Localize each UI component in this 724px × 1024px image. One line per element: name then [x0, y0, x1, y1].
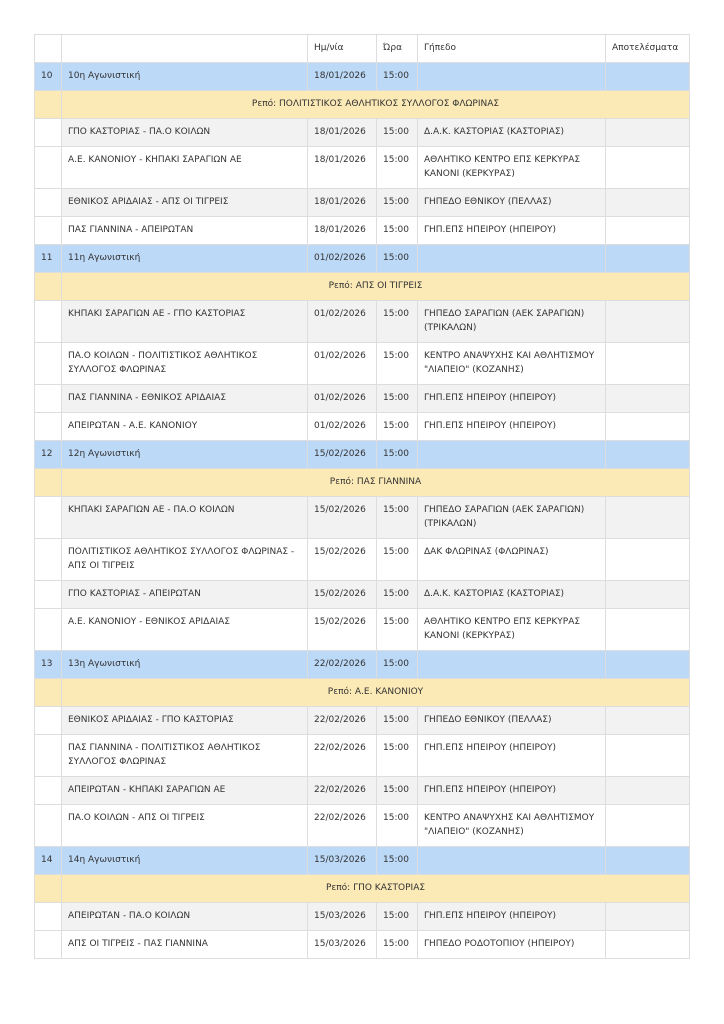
rest-row	[35, 469, 690, 497]
round-result	[606, 441, 690, 469]
rest-spacer	[35, 91, 62, 119]
match-result	[606, 805, 690, 847]
table-row	[35, 147, 690, 189]
match-teams: Α.Ε. ΚΑΝΟΝΙΟΥ - ΕΘΝΙΚΟΣ ΑΡΙΔΑΙΑΣ	[62, 609, 308, 651]
match-number	[35, 735, 62, 777]
match-date: 01/02/2026	[308, 413, 377, 441]
match-time: 15:00	[377, 707, 418, 735]
match-date: 18/01/2026	[308, 217, 377, 245]
match-number	[35, 777, 62, 805]
match-date: 22/02/2026	[308, 735, 377, 777]
match-date: 15/03/2026	[308, 903, 377, 931]
match-result	[606, 903, 690, 931]
match-result	[606, 343, 690, 385]
match-date: 22/02/2026	[308, 707, 377, 735]
match-teams: ΕΘΝΙΚΟΣ ΑΡΙΔΑΙΑΣ - ΓΠΟ ΚΑΣΤΟΡΙΑΣ	[62, 707, 308, 735]
match-venue: Δ.Α.Κ. ΚΑΣΤΟΡΙΑΣ (ΚΑΣΤΟΡΙΑΣ)	[418, 119, 606, 147]
round-time: 15:00	[377, 245, 418, 273]
match-number	[35, 805, 62, 847]
header-number	[35, 35, 62, 63]
match-time: 15:00	[377, 903, 418, 931]
round-date: 01/02/2026	[308, 245, 377, 273]
match-venue: ΓΗΠ.ΕΠΣ ΗΠΕΙΡΟΥ (ΗΠΕΙΡΟΥ)	[418, 903, 606, 931]
rest-spacer	[35, 273, 62, 301]
round-row	[35, 63, 690, 91]
match-time: 15:00	[377, 413, 418, 441]
round-date: 15/03/2026	[308, 847, 377, 875]
match-date: 18/01/2026	[308, 147, 377, 189]
table-row	[35, 413, 690, 441]
round-row	[35, 847, 690, 875]
match-number	[35, 581, 62, 609]
rest-label: Ρεπό: Α.Ε. ΚΑΝΟΝΙΟΥ	[62, 679, 690, 707]
table-row	[35, 735, 690, 777]
match-number	[35, 189, 62, 217]
match-teams: ΕΘΝΙΚΟΣ ΑΡΙΔΑΙΑΣ - ΑΠΣ ΟΙ ΤΙΓΡΕΙΣ	[62, 189, 308, 217]
match-time: 15:00	[377, 301, 418, 343]
match-teams: ΑΠΣ ΟΙ ΤΙΓΡΕΙΣ - ΠΑΣ ΓΙΑΝΝΙΝΑ	[62, 931, 308, 959]
match-result	[606, 777, 690, 805]
match-venue: ΓΗΠ.ΕΠΣ ΗΠΕΙΡΟΥ (ΗΠΕΙΡΟΥ)	[418, 777, 606, 805]
table-row	[35, 609, 690, 651]
match-number	[35, 301, 62, 343]
match-number	[35, 609, 62, 651]
round-date: 18/01/2026	[308, 63, 377, 91]
match-result	[606, 301, 690, 343]
round-venue	[418, 245, 606, 273]
round-number: 12	[35, 441, 62, 469]
round-number: 13	[35, 651, 62, 679]
match-venue: ΔΑΚ ΦΛΩΡΙΝΑΣ (ΦΛΩΡΙΝΑΣ)	[418, 539, 606, 581]
match-time: 15:00	[377, 777, 418, 805]
match-teams: ΑΠΕΙΡΩΤΑΝ - ΚΗΠΑΚΙ ΣΑΡΑΓΙΩΝ ΑΕ	[62, 777, 308, 805]
match-result	[606, 147, 690, 189]
match-teams: ΠΑΣ ΓΙΑΝΝΙΝΑ - ΕΘΝΙΚΟΣ ΑΡΙΔΑΙΑΣ	[62, 385, 308, 413]
round-venue	[418, 63, 606, 91]
round-result	[606, 651, 690, 679]
rest-row	[35, 91, 690, 119]
header-date: Ημ/νία	[308, 35, 377, 63]
round-name: 12η Αγωνιστική	[62, 441, 308, 469]
table-row	[35, 805, 690, 847]
match-venue: ΓΗΠ.ΕΠΣ ΗΠΕΙΡΟΥ (ΗΠΕΙΡΟΥ)	[418, 217, 606, 245]
match-date: 18/01/2026	[308, 119, 377, 147]
match-teams: ΠΟΛΙΤΙΣΤΙΚΟΣ ΑΘΛΗΤΙΚΟΣ ΣΥΛΛΟΓΟΣ ΦΛΩΡΙΝΑΣ - ΑΠΣ ΟΙ ΤΙΓΡΕΙΣ	[62, 539, 308, 581]
rest-label: Ρεπό: ΓΠΟ ΚΑΣΤΟΡΙΑΣ	[62, 875, 690, 903]
match-time: 15:00	[377, 119, 418, 147]
match-teams: ΓΠΟ ΚΑΣΤΟΡΙΑΣ - ΑΠΕΙΡΩΤΑΝ	[62, 581, 308, 609]
rest-label: Ρεπό: ΠΟΛΙΤΙΣΤΙΚΟΣ ΑΘΛΗΤΙΚΟΣ ΣΥΛΛΟΓΟΣ ΦΛΩΡΙΝΑΣ	[62, 91, 690, 119]
match-venue: ΚΕΝΤΡΟ ΑΝΑΨΥΧΗΣ ΚΑΙ ΑΘΛΗΤΙΣΜΟΥ "ΛΙΑΠΕΙΟ" (ΚΟΖΑΝΗΣ)	[418, 805, 606, 847]
round-result	[606, 63, 690, 91]
match-venue: ΑΘΛΗΤΙΚΟ ΚΕΝΤΡΟ ΕΠΣ ΚΕΡΚΥΡΑΣ ΚΑΝΟΝΙ (ΚΕΡΚΥΡΑΣ)	[418, 147, 606, 189]
round-date: 22/02/2026	[308, 651, 377, 679]
match-time: 15:00	[377, 581, 418, 609]
match-number	[35, 903, 62, 931]
header-match	[62, 35, 308, 63]
rest-spacer	[35, 679, 62, 707]
match-venue: ΑΘΛΗΤΙΚΟ ΚΕΝΤΡΟ ΕΠΣ ΚΕΡΚΥΡΑΣ ΚΑΝΟΝΙ (ΚΕΡΚΥΡΑΣ)	[418, 609, 606, 651]
match-result	[606, 385, 690, 413]
round-date: 15/02/2026	[308, 441, 377, 469]
round-result	[606, 245, 690, 273]
header-result: Αποτελέσματα	[606, 35, 690, 63]
round-name: 14η Αγωνιστική	[62, 847, 308, 875]
round-name: 10η Αγωνιστική	[62, 63, 308, 91]
table-row	[35, 301, 690, 343]
rest-row	[35, 875, 690, 903]
match-number	[35, 707, 62, 735]
round-time: 15:00	[377, 651, 418, 679]
match-venue: ΓΗΠΕΔΟ ΕΘΝΙΚΟΥ (ΠΕΛΛΑΣ)	[418, 189, 606, 217]
match-time: 15:00	[377, 805, 418, 847]
round-number: 11	[35, 245, 62, 273]
table-row	[35, 707, 690, 735]
match-venue: ΚΕΝΤΡΟ ΑΝΑΨΥΧΗΣ ΚΑΙ ΑΘΛΗΤΙΣΜΟΥ "ΛΙΑΠΕΙΟ" (ΚΟΖΑΝΗΣ)	[418, 343, 606, 385]
match-result	[606, 931, 690, 959]
rest-label: Ρεπό: ΠΑΣ ΓΙΑΝΝΙΝΑ	[62, 469, 690, 497]
match-result	[606, 413, 690, 441]
match-number	[35, 343, 62, 385]
match-result	[606, 707, 690, 735]
table-row	[35, 119, 690, 147]
round-row	[35, 245, 690, 273]
table-row	[35, 343, 690, 385]
match-date: 18/01/2026	[308, 189, 377, 217]
round-time: 15:00	[377, 63, 418, 91]
match-result	[606, 119, 690, 147]
match-number	[35, 119, 62, 147]
table-row	[35, 777, 690, 805]
header-time: Ώρα	[377, 35, 418, 63]
round-result	[606, 847, 690, 875]
match-teams: ΚΗΠΑΚΙ ΣΑΡΑΓΙΩΝ ΑΕ - ΠΑ.Ο ΚΟΙΛΩΝ	[62, 497, 308, 539]
match-result	[606, 539, 690, 581]
rest-label: Ρεπό: ΑΠΣ ΟΙ ΤΙΓΡΕΙΣ	[62, 273, 690, 301]
schedule-table	[34, 34, 690, 959]
table-row	[35, 539, 690, 581]
match-venue: ΓΗΠ.ΕΠΣ ΗΠΕΙΡΟΥ (ΗΠΕΙΡΟΥ)	[418, 385, 606, 413]
match-date: 15/02/2026	[308, 539, 377, 581]
table-row	[35, 903, 690, 931]
rest-row	[35, 679, 690, 707]
match-date: 01/02/2026	[308, 343, 377, 385]
match-time: 15:00	[377, 735, 418, 777]
round-venue	[418, 847, 606, 875]
match-time: 15:00	[377, 147, 418, 189]
match-venue: ΓΗΠΕΔΟ ΕΘΝΙΚΟΥ (ΠΕΛΛΑΣ)	[418, 707, 606, 735]
header-venue: Γήπεδο	[418, 35, 606, 63]
rest-spacer	[35, 875, 62, 903]
match-teams: Α.Ε. ΚΑΝΟΝΙΟΥ - ΚΗΠΑΚΙ ΣΑΡΑΓΙΩΝ ΑΕ	[62, 147, 308, 189]
table-row	[35, 497, 690, 539]
match-teams: ΚΗΠΑΚΙ ΣΑΡΑΓΙΩΝ ΑΕ - ΓΠΟ ΚΑΣΤΟΡΙΑΣ	[62, 301, 308, 343]
round-name: 11η Αγωνιστική	[62, 245, 308, 273]
match-date: 22/02/2026	[308, 805, 377, 847]
round-time: 15:00	[377, 847, 418, 875]
rest-spacer	[35, 469, 62, 497]
match-venue: ΓΗΠΕΔΟ ΣΑΡΑΓΙΩΝ (ΑΕΚ ΣΑΡΑΓΙΩΝ) (ΤΡΙΚΑΛΩΝ)	[418, 497, 606, 539]
match-venue: ΓΗΠΕΔΟ ΡΟΔΟΤΟΠΙΟΥ (ΗΠΕΙΡΟΥ)	[418, 931, 606, 959]
match-date: 15/02/2026	[308, 581, 377, 609]
round-row	[35, 441, 690, 469]
match-result	[606, 217, 690, 245]
match-teams: ΑΠΕΙΡΩΤΑΝ - Α.Ε. ΚΑΝΟΝΙΟΥ	[62, 413, 308, 441]
match-result	[606, 609, 690, 651]
table-row	[35, 931, 690, 959]
match-result	[606, 189, 690, 217]
header-row	[35, 35, 690, 63]
match-time: 15:00	[377, 217, 418, 245]
match-date: 15/02/2026	[308, 609, 377, 651]
match-venue: ΓΗΠ.ΕΠΣ ΗΠΕΙΡΟΥ (ΗΠΕΙΡΟΥ)	[418, 735, 606, 777]
match-number	[35, 147, 62, 189]
match-venue: Δ.Α.Κ. ΚΑΣΤΟΡΙΑΣ (ΚΑΣΤΟΡΙΑΣ)	[418, 581, 606, 609]
rest-row	[35, 273, 690, 301]
round-number: 10	[35, 63, 62, 91]
match-date: 15/02/2026	[308, 497, 377, 539]
match-time: 15:00	[377, 931, 418, 959]
match-result	[606, 497, 690, 539]
table-row	[35, 189, 690, 217]
match-time: 15:00	[377, 539, 418, 581]
match-date: 01/02/2026	[308, 301, 377, 343]
match-teams: ΠΑΣ ΓΙΑΝΝΙΝΑ - ΑΠΕΙΡΩΤΑΝ	[62, 217, 308, 245]
schedule-body	[35, 35, 690, 959]
match-time: 15:00	[377, 189, 418, 217]
match-venue: ΓΗΠΕΔΟ ΣΑΡΑΓΙΩΝ (ΑΕΚ ΣΑΡΑΓΙΩΝ) (ΤΡΙΚΑΛΩΝ)	[418, 301, 606, 343]
match-time: 15:00	[377, 385, 418, 413]
table-row	[35, 385, 690, 413]
round-venue	[418, 651, 606, 679]
match-teams: ΠΑ.Ο ΚΟΙΛΩΝ - ΑΠΣ ΟΙ ΤΙΓΡΕΙΣ	[62, 805, 308, 847]
round-row	[35, 651, 690, 679]
table-row	[35, 581, 690, 609]
match-number	[35, 385, 62, 413]
round-number: 14	[35, 847, 62, 875]
match-teams: ΓΠΟ ΚΑΣΤΟΡΙΑΣ - ΠΑ.Ο ΚΟΙΛΩΝ	[62, 119, 308, 147]
match-time: 15:00	[377, 609, 418, 651]
match-number	[35, 413, 62, 441]
table-row	[35, 217, 690, 245]
match-teams: ΠΑΣ ΓΙΑΝΝΙΝΑ - ΠΟΛΙΤΙΣΤΙΚΟΣ ΑΘΛΗΤΙΚΟΣ ΣΥΛΛΟΓΟΣ ΦΛΩΡΙΝΑΣ	[62, 735, 308, 777]
match-number	[35, 539, 62, 581]
match-date: 01/02/2026	[308, 385, 377, 413]
match-teams: ΑΠΕΙΡΩΤΑΝ - ΠΑ.Ο ΚΟΙΛΩΝ	[62, 903, 308, 931]
match-number	[35, 931, 62, 959]
match-teams: ΠΑ.Ο ΚΟΙΛΩΝ - ΠΟΛΙΤΙΣΤΙΚΟΣ ΑΘΛΗΤΙΚΟΣ ΣΥΛΛΟΓΟΣ ΦΛΩΡΙΝΑΣ	[62, 343, 308, 385]
match-number	[35, 217, 62, 245]
match-number	[35, 497, 62, 539]
match-time: 15:00	[377, 497, 418, 539]
match-venue: ΓΗΠ.ΕΠΣ ΗΠΕΙΡΟΥ (ΗΠΕΙΡΟΥ)	[418, 413, 606, 441]
match-result	[606, 581, 690, 609]
round-name: 13η Αγωνιστική	[62, 651, 308, 679]
match-time: 15:00	[377, 343, 418, 385]
match-date: 15/03/2026	[308, 931, 377, 959]
match-result	[606, 735, 690, 777]
match-date: 22/02/2026	[308, 777, 377, 805]
round-venue	[418, 441, 606, 469]
round-time: 15:00	[377, 441, 418, 469]
